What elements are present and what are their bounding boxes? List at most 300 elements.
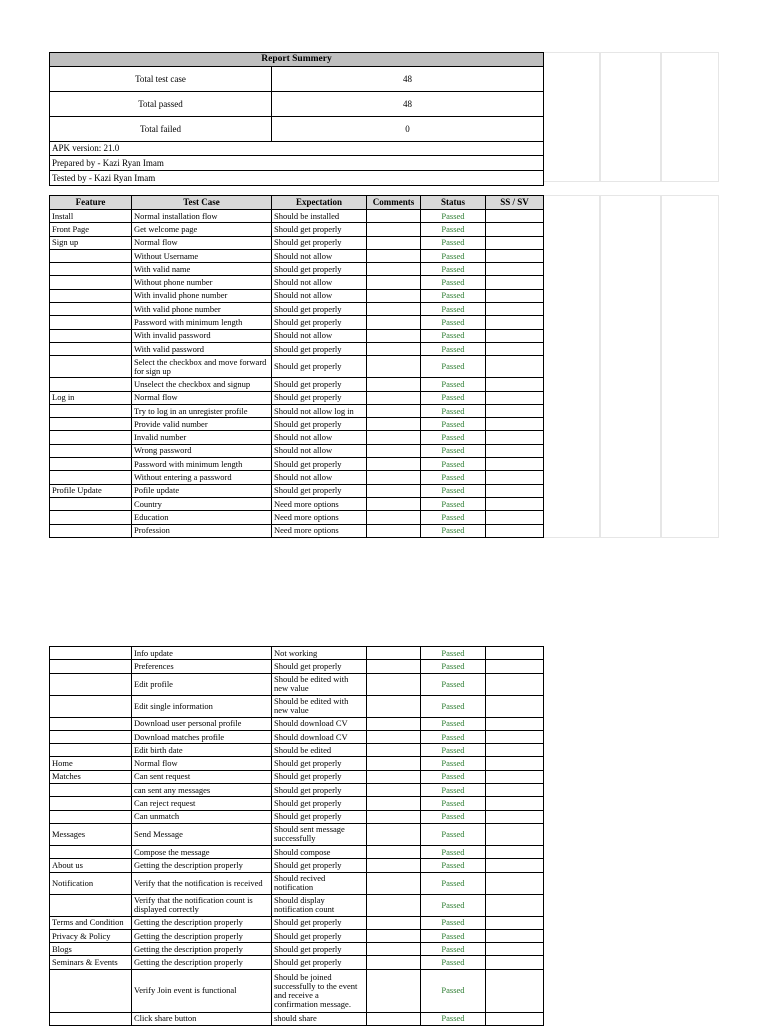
ss-sv-cell	[486, 894, 544, 916]
table-row	[50, 717, 544, 730]
expectation-cell: Should get properly	[272, 391, 367, 404]
test-case-cell: Provide valid number	[132, 418, 272, 431]
test-case-cell: Can sent request	[132, 770, 272, 783]
test-case-cell: Can reject request	[132, 797, 272, 810]
ss-sv-cell	[486, 797, 544, 810]
ss-sv-cell	[486, 418, 544, 431]
ss-sv-cell	[486, 956, 544, 969]
table-row	[50, 784, 544, 797]
status-cell: Passed	[421, 316, 486, 329]
feature-cell: Log in	[50, 391, 132, 404]
test-case-cell: With valid name	[132, 263, 272, 276]
comments-cell	[367, 276, 421, 289]
table-row	[50, 444, 544, 457]
header-expectation: Expectation	[272, 196, 367, 210]
summary-label-passed: Total passed	[50, 92, 272, 117]
ss-sv-cell	[486, 223, 544, 236]
ss-sv-cell	[486, 329, 544, 342]
ss-sv-cell	[486, 511, 544, 524]
ss-sv-cell	[486, 943, 544, 956]
feature-cell	[50, 673, 132, 695]
ss-sv-cell	[486, 276, 544, 289]
feature-cell	[50, 497, 132, 510]
comments-cell	[367, 744, 421, 757]
test-case-cell: Select the checkbox and move forward for sign up	[132, 356, 272, 378]
summary-value-failed: 0	[272, 117, 544, 142]
expectation-cell: Should recived notification	[272, 872, 367, 894]
feature-cell	[50, 695, 132, 717]
ss-sv-cell	[486, 458, 544, 471]
feature-cell: About us	[50, 859, 132, 872]
table-row	[50, 673, 544, 695]
test-case-cell: Unselect the checkbox and signup	[132, 378, 272, 391]
feature-cell	[50, 845, 132, 858]
table-row	[50, 316, 544, 329]
table-row	[50, 916, 544, 929]
expectation-cell: Need more options	[272, 524, 367, 537]
status-cell: Passed	[421, 329, 486, 342]
feature-cell	[50, 969, 132, 1012]
expectation-cell: Should get properly	[272, 929, 367, 942]
status-cell: Passed	[421, 647, 486, 660]
ss-sv-cell	[486, 249, 544, 262]
table-row	[50, 859, 544, 872]
status-cell: Passed	[421, 730, 486, 743]
expectation-cell: Should get properly	[272, 223, 367, 236]
comments-cell	[367, 316, 421, 329]
comments-cell	[367, 695, 421, 717]
comments-cell	[367, 894, 421, 916]
table-row	[50, 730, 544, 743]
status-cell: Passed	[421, 929, 486, 942]
feature-cell	[50, 471, 132, 484]
expectation-cell: Should compose	[272, 845, 367, 858]
comments-cell	[367, 660, 421, 673]
ss-sv-cell	[486, 730, 544, 743]
expectation-cell: Should not allow	[272, 444, 367, 457]
comments-cell	[367, 444, 421, 457]
expectation-cell: Should sent message successfully	[272, 823, 367, 845]
test-case-cell: Wrong password	[132, 444, 272, 457]
ss-sv-cell	[486, 717, 544, 730]
comments-cell	[367, 223, 421, 236]
test-case-cell: Normal installation flow	[132, 210, 272, 223]
feature-cell: Seminars & Events	[50, 956, 132, 969]
expectation-cell: Should get properly	[272, 458, 367, 471]
ss-sv-cell	[486, 823, 544, 845]
table-row	[50, 757, 544, 770]
test-case-cell: Without entering a password	[132, 471, 272, 484]
status-cell: Passed	[421, 276, 486, 289]
expectation-cell: Should get properly	[272, 770, 367, 783]
feature-cell: Sign up	[50, 236, 132, 249]
comments-cell	[367, 511, 421, 524]
ss-sv-cell	[486, 263, 544, 276]
feature-cell: Messages	[50, 823, 132, 845]
comments-cell	[367, 431, 421, 444]
status-cell: Passed	[421, 497, 486, 510]
ghost-grid-col	[661, 195, 719, 538]
expectation-cell: Should get properly	[272, 859, 367, 872]
ss-sv-cell	[486, 810, 544, 823]
feature-cell: Blogs	[50, 943, 132, 956]
expectation-cell: Should download CV	[272, 717, 367, 730]
expectation-cell: Should be edited	[272, 744, 367, 757]
test-case-cell: Download matches profile	[132, 730, 272, 743]
table-row	[50, 223, 544, 236]
feature-cell	[50, 316, 132, 329]
comments-cell	[367, 823, 421, 845]
ss-sv-cell	[486, 744, 544, 757]
comments-cell	[367, 249, 421, 262]
feature-cell	[50, 418, 132, 431]
table-row	[50, 329, 544, 342]
status-cell: Passed	[421, 458, 486, 471]
expectation-cell: Should get properly	[272, 263, 367, 276]
comments-cell	[367, 289, 421, 302]
feature-cell: Privacy & Policy	[50, 929, 132, 942]
table-row	[50, 929, 544, 942]
ghost-grid-col	[543, 195, 600, 538]
feature-cell	[50, 276, 132, 289]
test-case-cell: With valid phone number	[132, 303, 272, 316]
table-row	[50, 418, 544, 431]
expectation-cell: Should download CV	[272, 730, 367, 743]
feature-cell	[50, 511, 132, 524]
status-cell: Passed	[421, 511, 486, 524]
ss-sv-cell	[486, 872, 544, 894]
ss-sv-cell	[486, 757, 544, 770]
expectation-cell: should share	[272, 1012, 367, 1025]
table-row	[50, 872, 544, 894]
header-status: Status	[421, 196, 486, 210]
status-cell: Passed	[421, 744, 486, 757]
status-cell: Passed	[421, 1012, 486, 1025]
expectation-cell: Should not allow log in	[272, 404, 367, 417]
table-row	[50, 303, 544, 316]
ss-sv-cell	[486, 695, 544, 717]
feature-cell	[50, 263, 132, 276]
table-row	[50, 943, 544, 956]
ss-sv-cell	[486, 303, 544, 316]
feature-cell: Front Page	[50, 223, 132, 236]
table-row	[50, 276, 544, 289]
test-case-cell: Verify Join event is functional	[132, 969, 272, 1012]
comments-cell	[367, 404, 421, 417]
test-case-cell: Normal flow	[132, 757, 272, 770]
feature-cell	[50, 660, 132, 673]
table-row	[50, 744, 544, 757]
expectation-cell: Should get properly	[272, 660, 367, 673]
feature-cell	[50, 744, 132, 757]
test-case-cell: Getting the description properly	[132, 929, 272, 942]
ghost-grid-col	[600, 52, 661, 182]
expectation-cell: Should get properly	[272, 956, 367, 969]
feature-cell	[50, 524, 132, 537]
table-row	[50, 497, 544, 510]
table-row	[50, 956, 544, 969]
table-row	[50, 524, 544, 537]
test-case-cell: Getting the description properly	[132, 943, 272, 956]
status-cell: Passed	[421, 444, 486, 457]
table-row	[50, 484, 544, 497]
comments-cell	[367, 929, 421, 942]
status-cell: Passed	[421, 845, 486, 858]
test-case-cell: Edit birth date	[132, 744, 272, 757]
expectation-cell: Should not allow	[272, 431, 367, 444]
expectation-cell: Need more options	[272, 497, 367, 510]
ss-sv-cell	[486, 356, 544, 378]
status-cell: Passed	[421, 356, 486, 378]
ss-sv-cell	[486, 210, 544, 223]
comments-cell	[367, 757, 421, 770]
test-case-cell: Without Username	[132, 249, 272, 262]
comments-cell	[367, 859, 421, 872]
expectation-cell: Not working	[272, 647, 367, 660]
expectation-cell: Should not allow	[272, 471, 367, 484]
tested-by: Tested by - Kazi Ryan Imam	[50, 171, 544, 186]
comments-cell	[367, 673, 421, 695]
comments-cell	[367, 969, 421, 1012]
feature-cell	[50, 303, 132, 316]
status-cell: Passed	[421, 418, 486, 431]
test-case-cell: Normal flow	[132, 391, 272, 404]
status-cell: Passed	[421, 717, 486, 730]
status-cell: Passed	[421, 303, 486, 316]
status-cell: Passed	[421, 770, 486, 783]
status-cell: Passed	[421, 969, 486, 1012]
test-case-cell: Try to log in an unregister profile	[132, 404, 272, 417]
ss-sv-cell	[486, 342, 544, 355]
feature-cell	[50, 894, 132, 916]
table-row	[50, 823, 544, 845]
test-case-cell: Click share button	[132, 1012, 272, 1025]
ss-sv-cell	[486, 404, 544, 417]
table-row	[50, 210, 544, 223]
status-cell: Passed	[421, 471, 486, 484]
comments-cell	[367, 845, 421, 858]
test-case-cell: Invalid number	[132, 431, 272, 444]
feature-cell	[50, 717, 132, 730]
table-row	[50, 471, 544, 484]
feature-cell: Install	[50, 210, 132, 223]
feature-cell	[50, 249, 132, 262]
status-cell: Passed	[421, 342, 486, 355]
expectation-cell: Need more options	[272, 511, 367, 524]
comments-cell	[367, 210, 421, 223]
status-cell: Passed	[421, 872, 486, 894]
comments-cell	[367, 263, 421, 276]
expectation-cell: Should get properly	[272, 236, 367, 249]
test-case-cell: can sent any messages	[132, 784, 272, 797]
status-cell: Passed	[421, 210, 486, 223]
test-case-cell: Edit single information	[132, 695, 272, 717]
ss-sv-cell	[486, 497, 544, 510]
feature-cell: Matches	[50, 770, 132, 783]
status-cell: Passed	[421, 673, 486, 695]
table-row	[50, 391, 544, 404]
status-cell: Passed	[421, 859, 486, 872]
test-case-cell: Verify that the notification count is displayed correctly	[132, 894, 272, 916]
ss-sv-cell	[486, 431, 544, 444]
expectation-cell: Should get properly	[272, 342, 367, 355]
table-row	[50, 797, 544, 810]
status-cell: Passed	[421, 943, 486, 956]
status-cell: Passed	[421, 810, 486, 823]
feature-cell: Terms and Condition	[50, 916, 132, 929]
test-case-cell: Preferences	[132, 660, 272, 673]
status-cell: Passed	[421, 695, 486, 717]
comments-cell	[367, 524, 421, 537]
expectation-cell: Should get properly	[272, 943, 367, 956]
expectation-cell: Should get properly	[272, 356, 367, 378]
test-case-cell: Get welcome page	[132, 223, 272, 236]
status-cell: Passed	[421, 223, 486, 236]
expectation-cell: Should be installed	[272, 210, 367, 223]
ss-sv-cell	[486, 859, 544, 872]
comments-cell	[367, 956, 421, 969]
status-cell: Passed	[421, 823, 486, 845]
ss-sv-cell	[486, 484, 544, 497]
header-feature: Feature	[50, 196, 132, 210]
comments-cell	[367, 484, 421, 497]
feature-cell	[50, 797, 132, 810]
test-case-cell: Edit profile	[132, 673, 272, 695]
table-row	[50, 770, 544, 783]
feature-cell: Home	[50, 757, 132, 770]
ss-sv-cell	[486, 660, 544, 673]
test-case-cell: Education	[132, 511, 272, 524]
comments-cell	[367, 647, 421, 660]
test-case-cell: Without phone number	[132, 276, 272, 289]
report-summary-table	[49, 52, 544, 186]
test-case-cell: Profession	[132, 524, 272, 537]
table-row	[50, 342, 544, 355]
ss-sv-cell	[486, 289, 544, 302]
status-cell: Passed	[421, 757, 486, 770]
ss-sv-cell	[486, 916, 544, 929]
test-case-cell: Country	[132, 497, 272, 510]
feature-cell	[50, 444, 132, 457]
expectation-cell: Should get properly	[272, 484, 367, 497]
test-case-cell: Download user personal profile	[132, 717, 272, 730]
test-case-cell: Getting the description properly	[132, 956, 272, 969]
feature-cell: Profile Update	[50, 484, 132, 497]
comments-cell	[367, 303, 421, 316]
table-row	[50, 845, 544, 858]
status-cell: Passed	[421, 484, 486, 497]
expectation-cell: Should get properly	[272, 316, 367, 329]
ss-sv-cell	[486, 444, 544, 457]
comments-cell	[367, 916, 421, 929]
ghost-grid-col	[543, 52, 600, 182]
status-cell: Passed	[421, 249, 486, 262]
summary-value-total: 48	[272, 67, 544, 92]
test-case-cell: With invalid phone number	[132, 289, 272, 302]
comments-cell	[367, 497, 421, 510]
test-case-cell: Info update	[132, 647, 272, 660]
feature-cell	[50, 431, 132, 444]
test-case-cell: Password with minimum length	[132, 458, 272, 471]
comments-cell	[367, 810, 421, 823]
test-case-cell: Verify that the notification is received	[132, 872, 272, 894]
expectation-cell: Should get properly	[272, 810, 367, 823]
ghost-grid-col	[661, 52, 719, 182]
expectation-cell: Should get properly	[272, 378, 367, 391]
comments-cell	[367, 471, 421, 484]
table-row	[50, 894, 544, 916]
expectation-cell: Should get properly	[272, 418, 367, 431]
table-row	[50, 810, 544, 823]
expectation-cell: Should be edited with new value	[272, 695, 367, 717]
test-case-cell: Compose the message	[132, 845, 272, 858]
status-cell: Passed	[421, 660, 486, 673]
ss-sv-cell	[486, 784, 544, 797]
comments-cell	[367, 717, 421, 730]
feature-cell	[50, 356, 132, 378]
status-cell: Passed	[421, 263, 486, 276]
test-case-cell: With valid password	[132, 342, 272, 355]
status-cell: Passed	[421, 894, 486, 916]
status-cell: Passed	[421, 431, 486, 444]
feature-cell	[50, 730, 132, 743]
ss-sv-cell	[486, 316, 544, 329]
prepared-by: Prepared by - Kazi Ryan Imam	[50, 156, 544, 171]
feature-cell	[50, 458, 132, 471]
expectation-cell: Should get properly	[272, 757, 367, 770]
header-comments: Comments	[367, 196, 421, 210]
expectation-cell: Should get properly	[272, 916, 367, 929]
test-case-cell: Password with minimum length	[132, 316, 272, 329]
comments-cell	[367, 730, 421, 743]
expectation-cell: Should display notification count	[272, 894, 367, 916]
expectation-cell: Should not allow	[272, 289, 367, 302]
table-row	[50, 263, 544, 276]
ss-sv-cell	[486, 969, 544, 1012]
header-ss-sv: SS / SV	[486, 196, 544, 210]
summary-label-total: Total test case	[50, 67, 272, 92]
apk-version: APK version: 21.0	[50, 142, 544, 156]
ss-sv-cell	[486, 770, 544, 783]
comments-cell	[367, 943, 421, 956]
summary-label-failed: Total failed	[50, 117, 272, 142]
comments-cell	[367, 236, 421, 249]
expectation-cell: Should get properly	[272, 797, 367, 810]
status-cell: Passed	[421, 956, 486, 969]
table-row	[50, 969, 544, 1012]
status-cell: Passed	[421, 378, 486, 391]
ss-sv-cell	[486, 929, 544, 942]
feature-cell	[50, 784, 132, 797]
expectation-cell: Should not allow	[272, 276, 367, 289]
ss-sv-cell	[486, 236, 544, 249]
ss-sv-cell	[486, 378, 544, 391]
table-row	[50, 695, 544, 717]
test-case-table-2	[49, 646, 544, 1026]
test-case-cell: Normal flow	[132, 236, 272, 249]
comments-cell	[367, 797, 421, 810]
comments-cell	[367, 418, 421, 431]
expectation-cell: Should get properly	[272, 303, 367, 316]
ss-sv-cell	[486, 845, 544, 858]
comments-cell	[367, 872, 421, 894]
feature-cell: Notification	[50, 872, 132, 894]
expectation-cell: Should be edited with new value	[272, 673, 367, 695]
feature-cell	[50, 810, 132, 823]
status-cell: Passed	[421, 524, 486, 537]
feature-cell	[50, 404, 132, 417]
comments-cell	[367, 378, 421, 391]
